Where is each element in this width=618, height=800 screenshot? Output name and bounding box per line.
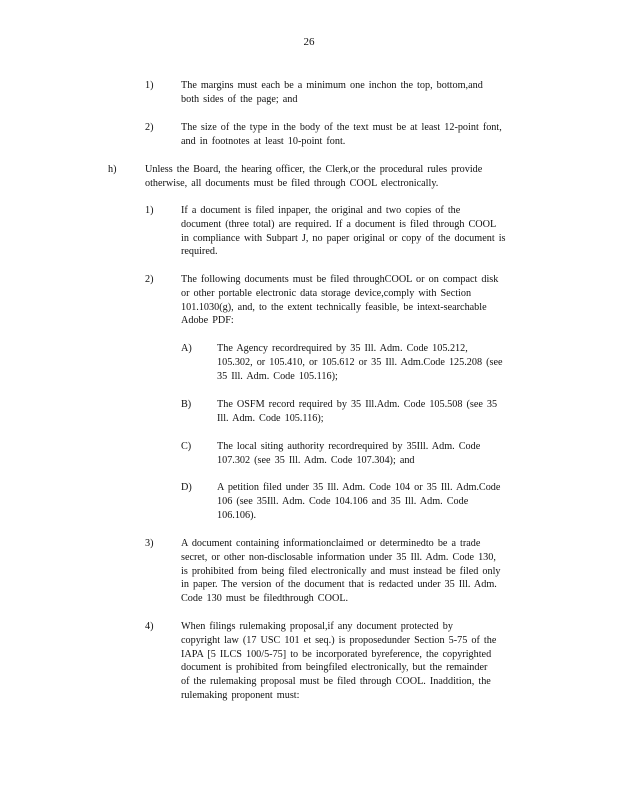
paragraph-text: The margins must each be a minimum one inchon the top, bottom,and both sides of the page; and bbox=[181, 80, 483, 105]
page-number: 26 bbox=[303, 36, 315, 48]
paragraph-text: When filings rulemaking proposal,if any document protected by copyright law (17 USC 101 et seq.) is proposedunder Section 5-75 of the IAPA [5 ILCS 100/5-75] to be incorporated byreference, the copyrighted document is prohibited from beingfiled electronically, but the remainder of the rulemaking proposal must be filed through COOL. Inaddition, the rulemaking proponent must: bbox=[181, 621, 497, 701]
paragraph-text: A document containing informationclaimed or determinedto be a trade secret, or other non-disclosable information under 35 Ill. Adm. Code 130, is prohibited from being filed electronically and must instead be filed only in paper. The version of the document that is redacted under 35 Ill. Adm. Code 130 must be filedthrough COOL. bbox=[181, 538, 501, 605]
subparagraph-marker: A) bbox=[181, 343, 192, 354]
paragraph-marker: h) bbox=[108, 164, 117, 175]
subparagraph-text: A petition filed under 35 Ill. Adm. Code 104 or 35 Ill. Adm.Code 106 (see 35Ill. Adm. Code 104.106 and 35 Ill. Adm. Code 106.106). bbox=[217, 482, 501, 521]
subparagraph-text: The Agency recordrequired by 35 Ill. Adm. Code 105.212, 105.302, or 105.410, or 105.612 or 35 Ill. Adm.Code 125.208 (see 35 Ill. Adm. Code 105.116); bbox=[217, 343, 503, 382]
paragraph-text: The size of the type in the body of the text must be at least 12-point font, and in footnotes at least 10-point font. bbox=[181, 122, 502, 147]
subparagraph-text: The local siting authority recordrequired by 35Ill. Adm. Code 107.302 (see 35 Ill. Adm. Code 107.304); and bbox=[217, 441, 481, 466]
paragraph-marker: 2) bbox=[145, 274, 154, 285]
paragraph-marker: 2) bbox=[145, 122, 154, 133]
subparagraph-text: The OSFM record required by 35 Ill.Adm. Code 105.508 (see 35 Ill. Adm. Code 105.116); bbox=[217, 399, 498, 424]
paragraph-marker: 3) bbox=[145, 538, 154, 549]
subparagraph-marker: D) bbox=[181, 482, 192, 493]
paragraph-text: If a document is filed inpaper, the original and two copies of the document (three total) are required. If a document is filed through COOL in compliance with Subpart J, no paper original or copy of the document is required. bbox=[181, 205, 506, 258]
paragraph-marker: 1) bbox=[145, 205, 154, 216]
subparagraph-marker: B) bbox=[181, 399, 192, 410]
paragraph-marker: 4) bbox=[145, 621, 154, 632]
paragraph-text: The following documents must be filed throughCOOL or on compact disk or other portable electronic data storage device,comply with Section 101.1030(g), and, to the extent technically feasible, be intext-searchable Adobe PDF: bbox=[181, 274, 499, 327]
paragraph-text: Unless the Board, the hearing officer, the Clerk,or the procedural rules provide otherwise, all documents must be filed through COOL electronically. bbox=[145, 164, 483, 189]
paragraph-marker: 1) bbox=[145, 80, 154, 91]
subparagraph-marker: C) bbox=[181, 441, 192, 452]
